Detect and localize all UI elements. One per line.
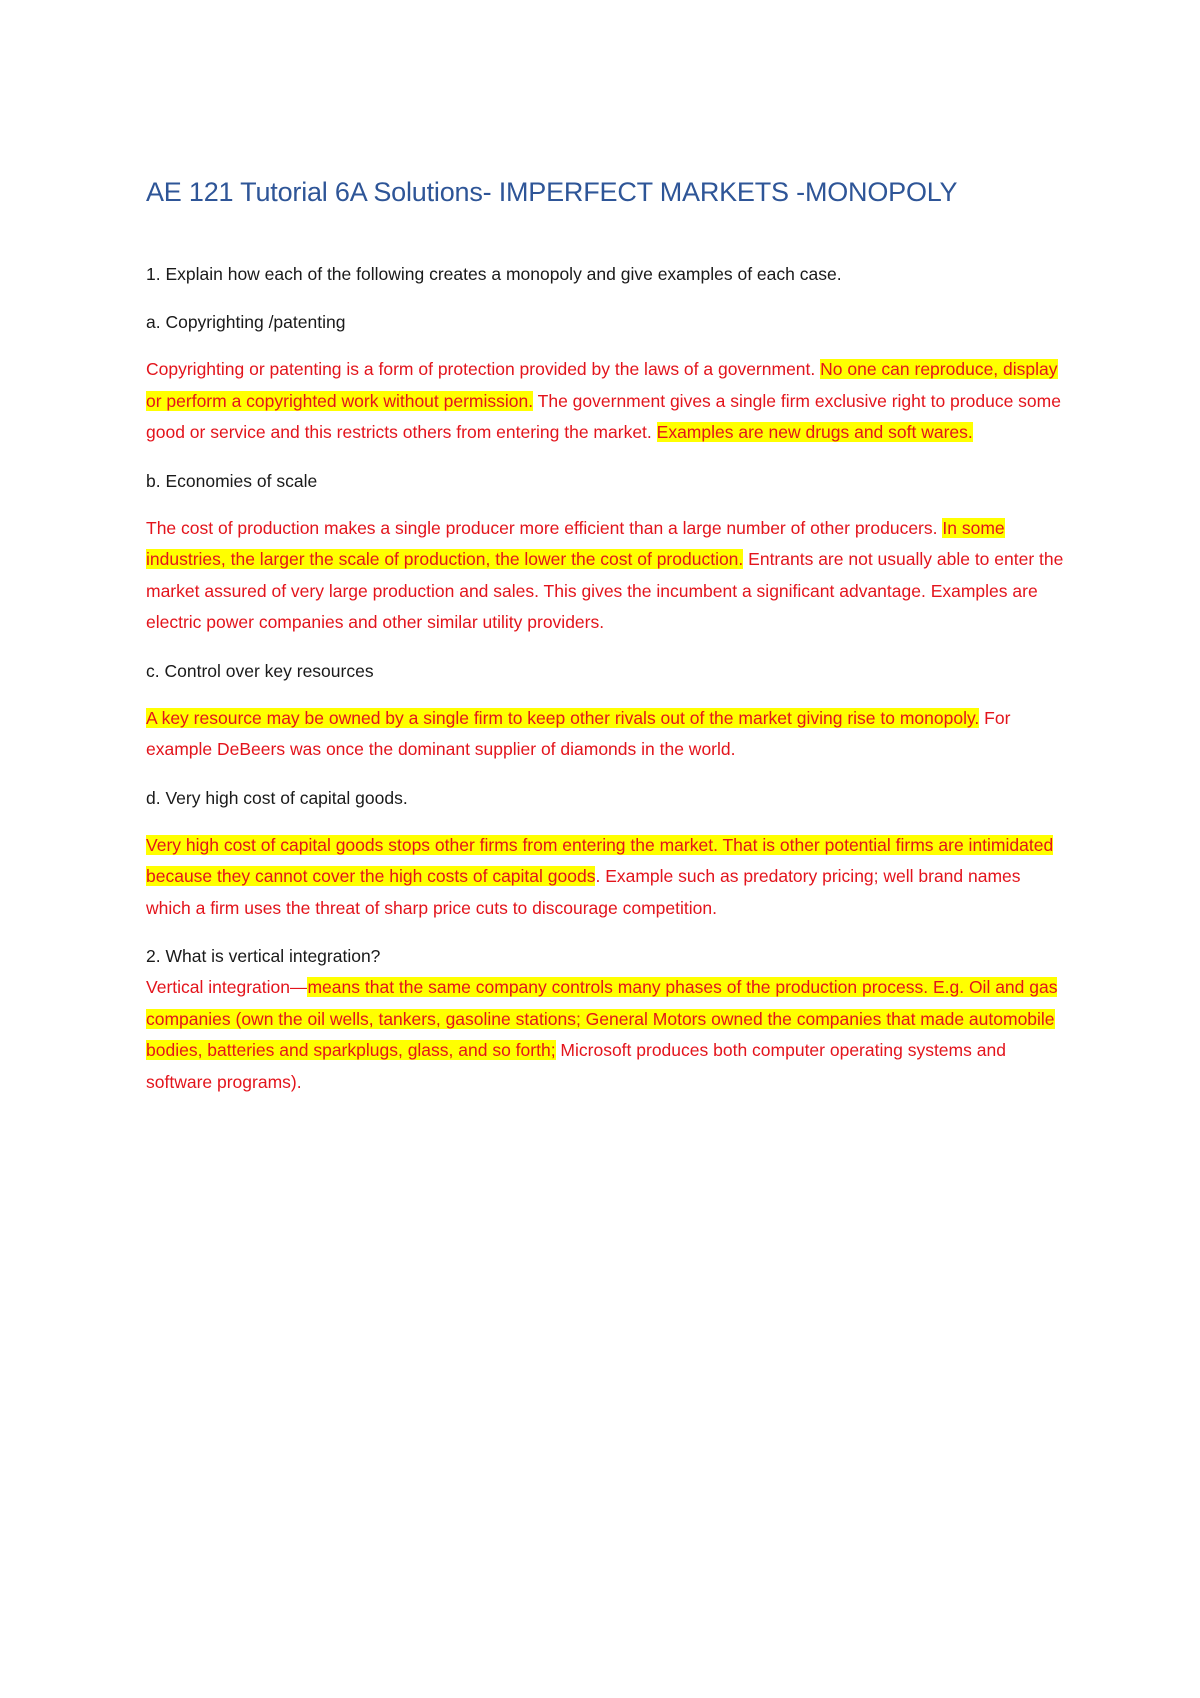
answer-text: The government gives a single firm exclusive right to produce some good or service and this restricts others from entering the market.: [146, 390, 1061, 442]
answer-1b: [146, 513, 1066, 639]
document-title: AE 121 Tutorial 6A Solutions- IMPERFECT MARKETS -MONOPOLY: [146, 177, 958, 207]
answer-1c: [146, 703, 1066, 766]
highlighted-text: No one can reproduce, display or perform a copyrighted work without permission.: [146, 359, 1058, 411]
question-2-prompt: 2. What is vertical integration?: [146, 946, 381, 966]
highlighted-text: Very high cost of capital goods stops other firms from entering the market. That is other potential firms are intimidated because they cannot cover the high costs of capital goods: [146, 834, 1054, 886]
highlighted-text: means that the same company controls many phases of the production process. E.g. Oil and gas companies (own the oil wells, tankers, gasoline stations; General Motors owned the companies that made automobile bodies, batteries and sparkplugs, glass, and so forth;: [146, 977, 1058, 1060]
answer-1d: [146, 830, 1066, 925]
answer-text: Vertical integration—: [146, 977, 308, 997]
question-1-prompt: 1. Explain how each of the following creates a monopoly and give examples of each case.: [146, 264, 842, 284]
question-1d-heading: d. Very high cost of capital goods.: [146, 787, 408, 808]
answer-1a: [146, 354, 1066, 449]
question-1b-heading: b. Economies of scale: [146, 470, 318, 491]
highlighted-text: Examples are new drugs and soft wares.: [656, 422, 973, 442]
answer-text: The cost of production makes a single producer more efficient than a large number of other producers.: [146, 517, 943, 538]
highlighted-text: In some industries, the larger the scale of production, the lower the cost of production.: [146, 517, 1005, 569]
answer-text: Entrants are not usually able to enter the market assured of very large production and sales. This gives the incumbent a significant advantage. Examples are electric power companies and other similar utility providers.: [146, 549, 1064, 632]
question-1c-heading: c. Control over key resources: [146, 660, 374, 681]
answer-text: Microsoft produces both computer operating systems and software programs).: [146, 1040, 1006, 1092]
highlighted-text: A key resource may be owned by a single firm to keep other rivals out of the market giving rise to monopoly.: [146, 707, 980, 728]
answer-text: . Example such as predatory pricing; well brand names which a firm uses the threat of sharp price cuts to discourage competition.: [146, 866, 1021, 918]
document-body: [146, 172, 1066, 1114]
answer-text: For example DeBeers was once the dominant supplier of diamonds in the world.: [146, 707, 1011, 759]
answer-2: [146, 972, 1066, 1098]
answer-text: Copyrighting or patenting is a form of protection provided by the laws of a government.: [146, 359, 821, 379]
question-1a-heading: a. Copyrighting /patenting: [146, 312, 346, 332]
